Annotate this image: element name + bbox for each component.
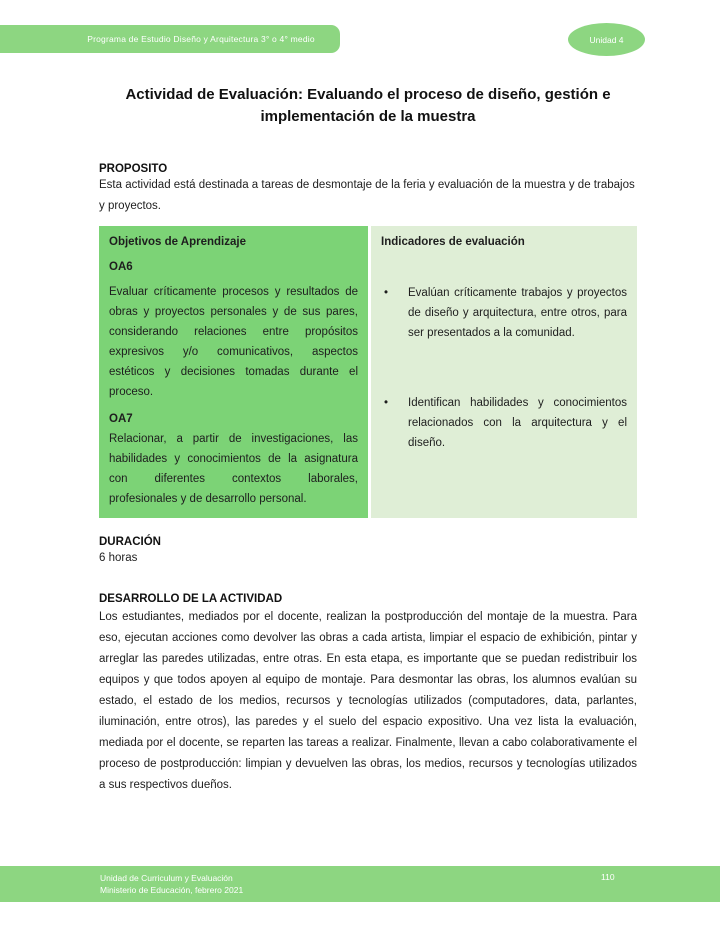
- footer-org: [100, 872, 243, 896]
- indicators-column: [371, 226, 637, 518]
- indicators-heading: Indicadores de evaluación: [381, 236, 525, 248]
- objectives-indicators-table: [99, 226, 637, 518]
- indicator-item: [381, 283, 627, 343]
- desarrollo-text: Los estudiantes, mediados por el docente, realizan la postproducción del montaje de la muestra. Para eso, ejecutan acciones como devolver las obras a cada artista, limpiar el espacio de exhibición, pintar y arreglar las paredes utilizadas, entre otras. En esta etapa, es importante que se puedan redistribuir los equipos y que todos apoyen al equipo de montaje. Para desmontar las obras, los alumnos evalúan su estado, el estado de los medios, recursos y tecnologías utilizados (computadores, data, parlantes, iluminación, entre otros), las paredes y el suelo del espacio expositivo. Una vez lista la evaluación, mediada por el docente, se reparten las tareas a realizar. Finalmente, llevan a cabo colaborativamente el proceso de postproducción: limpian y devuelven las obras, los medios, recursos y tecnologías utilizados a sus respectivos dueños.: [99, 611, 637, 791]
- footer-org-line2: Ministerio de Educación, febrero 2021: [100, 885, 244, 895]
- proposito-heading: PROPOSITO: [99, 163, 168, 175]
- oa6-text: Evaluar críticamente procesos y resultados de obras y proyectos personales y de sus pares, considerando relaciones entre propósitos expresivos y/o comunicativos, aspectos estéticos y decisiones tomadas durante el proceso.: [109, 286, 358, 398]
- desarrollo-heading: DESARROLLO DE LA ACTIVIDAD: [99, 593, 283, 605]
- footer: [0, 866, 720, 902]
- bullet-icon: •: [384, 397, 389, 409]
- objectives-heading: Objetivos de Aprendizaje: [109, 236, 246, 248]
- bullet-icon: •: [384, 287, 389, 299]
- oa6-code: OA6: [109, 261, 133, 273]
- page-title: Actividad de Evaluación: Evaluando el proceso de diseño, gestión e implementación de la muestra: [125, 86, 611, 125]
- unit-badge: [568, 23, 645, 56]
- oa7-text: Relacionar, a partir de investigaciones, las habilidades y conocimientos de la asignatura con diferentes contextos laborales, profesionales y de desarrollo personal.: [109, 433, 358, 505]
- objectives-column: [99, 226, 368, 518]
- duracion-heading: DURACIÓN: [99, 536, 161, 548]
- footer-org-line1: Unidad de Curriculum y Evaluación: [100, 873, 233, 883]
- indicator-text: Identifican habilidades y conocimientos relacionados con la arquitectura y el diseño.: [408, 397, 627, 449]
- indicator-text: Evalúan críticamente trabajos y proyectos de diseño y arquitectura, entre otros, para ser presentados a la comunidad.: [408, 287, 627, 339]
- proposito-text: Esta actividad está destinada a tareas de desmontaje de la feria y evaluación de la muestra y de trabajos y proyectos.: [99, 179, 635, 212]
- indicator-item: [381, 393, 627, 453]
- unit-badge-label: Unidad 4: [589, 34, 624, 45]
- program-badge-label: Programa de Estudio Diseño y Arquitectura 3° o 4° medio: [87, 34, 315, 44]
- page-content: [99, 84, 637, 796]
- duracion-value: 6 horas: [99, 552, 138, 564]
- oa7-code: OA7: [109, 413, 133, 425]
- program-badge: [0, 25, 340, 53]
- page-number: 110: [601, 872, 615, 882]
